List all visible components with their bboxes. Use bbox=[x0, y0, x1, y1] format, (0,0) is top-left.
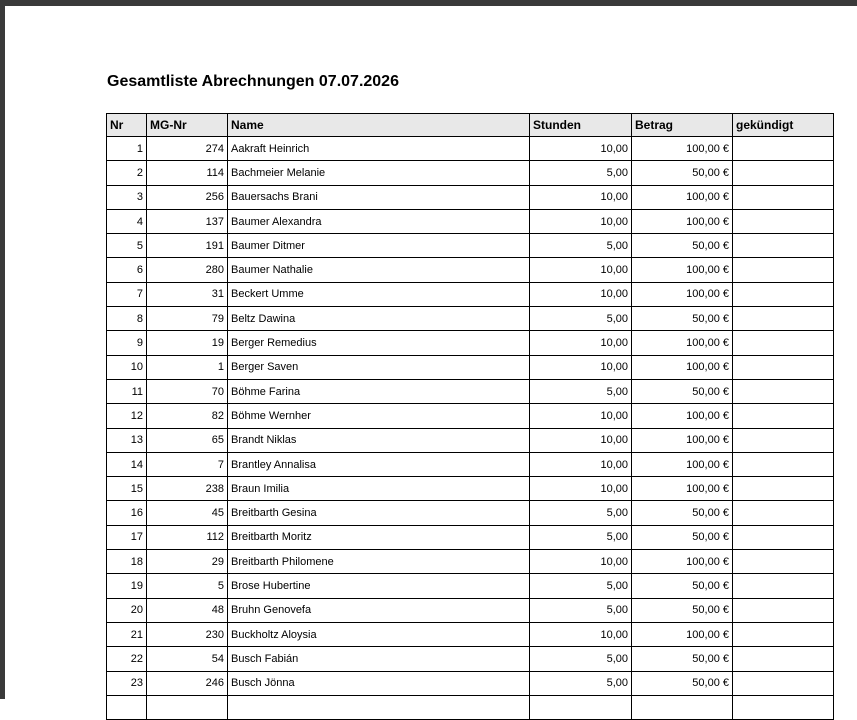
cell-stunden: 5,00 bbox=[530, 307, 632, 331]
table-row bbox=[107, 137, 834, 161]
cell-stunden: 5,00 bbox=[530, 234, 632, 258]
cell-name: Aakraft Heinrich bbox=[228, 137, 530, 161]
cell-name: Böhme Wernher bbox=[228, 404, 530, 428]
table-row bbox=[107, 331, 834, 355]
cell-name: Baumer Alexandra bbox=[228, 209, 530, 233]
cell-mg-nr: 7 bbox=[147, 452, 228, 476]
cell-gekuendigt bbox=[733, 574, 834, 598]
cell-name: Braun Imilia bbox=[228, 477, 530, 501]
column-header-stunden: Stunden bbox=[530, 114, 632, 137]
cell-stunden: 10,00 bbox=[530, 137, 632, 161]
cell-nr: 14 bbox=[107, 452, 147, 476]
cell-stunden: 10,00 bbox=[530, 622, 632, 646]
cell-mg-nr: 54 bbox=[147, 647, 228, 671]
cell-gekuendigt bbox=[733, 185, 834, 209]
cell-stunden: 10,00 bbox=[530, 404, 632, 428]
cell-mg-nr: 274 bbox=[147, 137, 228, 161]
cell-gekuendigt bbox=[733, 501, 834, 525]
cell-nr: 8 bbox=[107, 307, 147, 331]
cell-gekuendigt bbox=[733, 161, 834, 185]
cell-betrag: 50,00 € bbox=[632, 647, 733, 671]
cell-gekuendigt bbox=[733, 355, 834, 379]
cell-stunden: 5,00 bbox=[530, 525, 632, 549]
cell-name: Busch Fabián bbox=[228, 647, 530, 671]
cell-nr: 17 bbox=[107, 525, 147, 549]
cell-gekuendigt bbox=[733, 234, 834, 258]
cell-gekuendigt bbox=[733, 525, 834, 549]
cell-nr: 15 bbox=[107, 477, 147, 501]
cell-name: Bauersachs Brani bbox=[228, 185, 530, 209]
cell-betrag: 100,00 € bbox=[632, 355, 733, 379]
cell-nr: 4 bbox=[107, 209, 147, 233]
cell-nr: 9 bbox=[107, 331, 147, 355]
cell-name: Baumer Ditmer bbox=[228, 234, 530, 258]
cell-nr: 18 bbox=[107, 550, 147, 574]
cell-stunden: 10,00 bbox=[530, 282, 632, 306]
table-row bbox=[107, 452, 834, 476]
cell-nr: 23 bbox=[107, 671, 147, 695]
cell-betrag: 50,00 € bbox=[632, 598, 733, 622]
cell-betrag: 50,00 € bbox=[632, 501, 733, 525]
cell-nr: 2 bbox=[107, 161, 147, 185]
cell-stunden: 10,00 bbox=[530, 550, 632, 574]
cell-betrag: 100,00 € bbox=[632, 282, 733, 306]
cell-betrag: 50,00 € bbox=[632, 574, 733, 598]
cell-stunden: 10,00 bbox=[530, 355, 632, 379]
cell-mg-nr: 246 bbox=[147, 671, 228, 695]
cell-gekuendigt bbox=[733, 282, 834, 306]
cell-betrag: 100,00 € bbox=[632, 622, 733, 646]
cell-betrag: 50,00 € bbox=[632, 307, 733, 331]
table-row bbox=[107, 161, 834, 185]
cell-gekuendigt bbox=[733, 331, 834, 355]
cell-nr: 13 bbox=[107, 428, 147, 452]
column-header-name: Name bbox=[228, 114, 530, 137]
cell-betrag: 100,00 € bbox=[632, 404, 733, 428]
cell-mg-nr: 45 bbox=[147, 501, 228, 525]
cell-mg-nr: 238 bbox=[147, 477, 228, 501]
cell-nr: 3 bbox=[107, 185, 147, 209]
cell-stunden: 10,00 bbox=[530, 428, 632, 452]
cell-mg-nr: 31 bbox=[147, 282, 228, 306]
cell-name: Brandt Niklas bbox=[228, 428, 530, 452]
cell-name: Böhme Farina bbox=[228, 379, 530, 403]
column-header-mg-nr: MG-Nr bbox=[147, 114, 228, 137]
table-row bbox=[107, 234, 834, 258]
cell-nr: 5 bbox=[107, 234, 147, 258]
table-row bbox=[107, 307, 834, 331]
cell-stunden: 10,00 bbox=[530, 185, 632, 209]
table-header-row bbox=[107, 114, 834, 137]
document-page bbox=[5, 6, 857, 699]
cell-stunden: 10,00 bbox=[530, 452, 632, 476]
cell-betrag: 100,00 € bbox=[632, 331, 733, 355]
cell-betrag: 50,00 € bbox=[632, 379, 733, 403]
cell-mg-nr: 48 bbox=[147, 598, 228, 622]
cell-stunden: 5,00 bbox=[530, 501, 632, 525]
cell-stunden: 5,00 bbox=[530, 161, 632, 185]
cell-name: Busch Jönna bbox=[228, 671, 530, 695]
cell-name: Bruhn Genovefa bbox=[228, 598, 530, 622]
cell-mg-nr: 5 bbox=[147, 574, 228, 598]
cell-gekuendigt bbox=[733, 137, 834, 161]
cell-mg-nr: 191 bbox=[147, 234, 228, 258]
table-row bbox=[107, 185, 834, 209]
table-row bbox=[107, 379, 834, 403]
table-row bbox=[107, 622, 834, 646]
cell-gekuendigt bbox=[733, 307, 834, 331]
cell-stunden: 10,00 bbox=[530, 477, 632, 501]
cell-name: Berger Remedius bbox=[228, 331, 530, 355]
cell-name: Breitbarth Gesina bbox=[228, 501, 530, 525]
table-row bbox=[107, 671, 834, 695]
cell-betrag: 50,00 € bbox=[632, 525, 733, 549]
table-row bbox=[107, 574, 834, 598]
cell-gekuendigt bbox=[733, 671, 834, 695]
cell-mg-nr: 1 bbox=[147, 355, 228, 379]
table-row bbox=[107, 355, 834, 379]
cell-stunden: 5,00 bbox=[530, 598, 632, 622]
cell-stunden: 5,00 bbox=[530, 647, 632, 671]
cell-mg-nr: 230 bbox=[147, 622, 228, 646]
cell-nr: 16 bbox=[107, 501, 147, 525]
cell-name: Breitbarth Moritz bbox=[228, 525, 530, 549]
cell-stunden: 10,00 bbox=[530, 331, 632, 355]
cell-name: Beltz Dawina bbox=[228, 307, 530, 331]
cell-mg-nr: 65 bbox=[147, 428, 228, 452]
column-header-betrag: Betrag bbox=[632, 114, 733, 137]
cell-betrag: 100,00 € bbox=[632, 185, 733, 209]
table-row bbox=[107, 428, 834, 452]
cell-name: Berger Saven bbox=[228, 355, 530, 379]
cell-stunden: 5,00 bbox=[530, 379, 632, 403]
cell-gekuendigt bbox=[733, 379, 834, 403]
cell-mg-nr: 256 bbox=[147, 185, 228, 209]
table-row bbox=[107, 477, 834, 501]
cell-mg-nr: 82 bbox=[147, 404, 228, 428]
cell-betrag: 100,00 € bbox=[632, 550, 733, 574]
cell-mg-nr: 19 bbox=[147, 331, 228, 355]
cell-nr: 21 bbox=[107, 622, 147, 646]
table-row bbox=[107, 209, 834, 233]
cell-name: Brantley Annalisa bbox=[228, 452, 530, 476]
column-header-gekuendigt: gekündigt bbox=[733, 114, 834, 137]
table-row bbox=[107, 550, 834, 574]
cell-gekuendigt bbox=[733, 209, 834, 233]
page-title: Gesamtliste Abrechnungen 07.07.2026 bbox=[107, 73, 399, 90]
cell-gekuendigt bbox=[733, 258, 834, 282]
cell-betrag: 50,00 € bbox=[632, 161, 733, 185]
cell-mg-nr: 79 bbox=[147, 307, 228, 331]
cell-name: Brose Hubertine bbox=[228, 574, 530, 598]
table-row bbox=[107, 598, 834, 622]
cell-betrag: 100,00 € bbox=[632, 209, 733, 233]
table-row bbox=[107, 525, 834, 549]
table-body bbox=[107, 137, 834, 720]
cell-stunden: 10,00 bbox=[530, 258, 632, 282]
cell-mg-nr: 70 bbox=[147, 379, 228, 403]
cell-nr: 7 bbox=[107, 282, 147, 306]
cell-gekuendigt bbox=[733, 428, 834, 452]
cell-name: Breitbarth Philomene bbox=[228, 550, 530, 574]
cell-gekuendigt bbox=[733, 622, 834, 646]
cell-nr: 20 bbox=[107, 598, 147, 622]
cell-gekuendigt bbox=[733, 550, 834, 574]
cell-nr: 10 bbox=[107, 355, 147, 379]
table-row bbox=[107, 404, 834, 428]
cell-stunden: 10,00 bbox=[530, 209, 632, 233]
cell-stunden: 5,00 bbox=[530, 671, 632, 695]
cell-nr: 19 bbox=[107, 574, 147, 598]
cell-betrag: 100,00 € bbox=[632, 258, 733, 282]
cell-mg-nr: 280 bbox=[147, 258, 228, 282]
cell-nr: 11 bbox=[107, 379, 147, 403]
cell-mg-nr: 112 bbox=[147, 525, 228, 549]
cell-betrag: 100,00 € bbox=[632, 137, 733, 161]
cell-betrag: 50,00 € bbox=[632, 234, 733, 258]
column-header-nr: Nr bbox=[107, 114, 147, 137]
cell-nr: 6 bbox=[107, 258, 147, 282]
cell-stunden: 5,00 bbox=[530, 574, 632, 598]
cell-name: Bachmeier Melanie bbox=[228, 161, 530, 185]
cell-mg-nr: 114 bbox=[147, 161, 228, 185]
cell-nr: 22 bbox=[107, 647, 147, 671]
cell-gekuendigt bbox=[733, 647, 834, 671]
cell-betrag: 100,00 € bbox=[632, 477, 733, 501]
cell-name: Beckert Umme bbox=[228, 282, 530, 306]
table-row bbox=[107, 258, 834, 282]
table-row bbox=[107, 501, 834, 525]
cell-gekuendigt bbox=[733, 452, 834, 476]
cell-betrag: 50,00 € bbox=[632, 671, 733, 695]
cell-name: Buckholtz Aloysia bbox=[228, 622, 530, 646]
cell-mg-nr: 137 bbox=[147, 209, 228, 233]
cell-betrag: 100,00 € bbox=[632, 452, 733, 476]
cell-gekuendigt bbox=[733, 477, 834, 501]
table-row bbox=[107, 282, 834, 306]
cell-nr: 1 bbox=[107, 137, 147, 161]
billing-table bbox=[106, 113, 834, 720]
cell-name: Baumer Nathalie bbox=[228, 258, 530, 282]
table-row bbox=[107, 647, 834, 671]
cell-gekuendigt bbox=[733, 598, 834, 622]
cell-gekuendigt bbox=[733, 404, 834, 428]
cell-betrag: 100,00 € bbox=[632, 428, 733, 452]
cell-mg-nr: 29 bbox=[147, 550, 228, 574]
cell-nr: 12 bbox=[107, 404, 147, 428]
